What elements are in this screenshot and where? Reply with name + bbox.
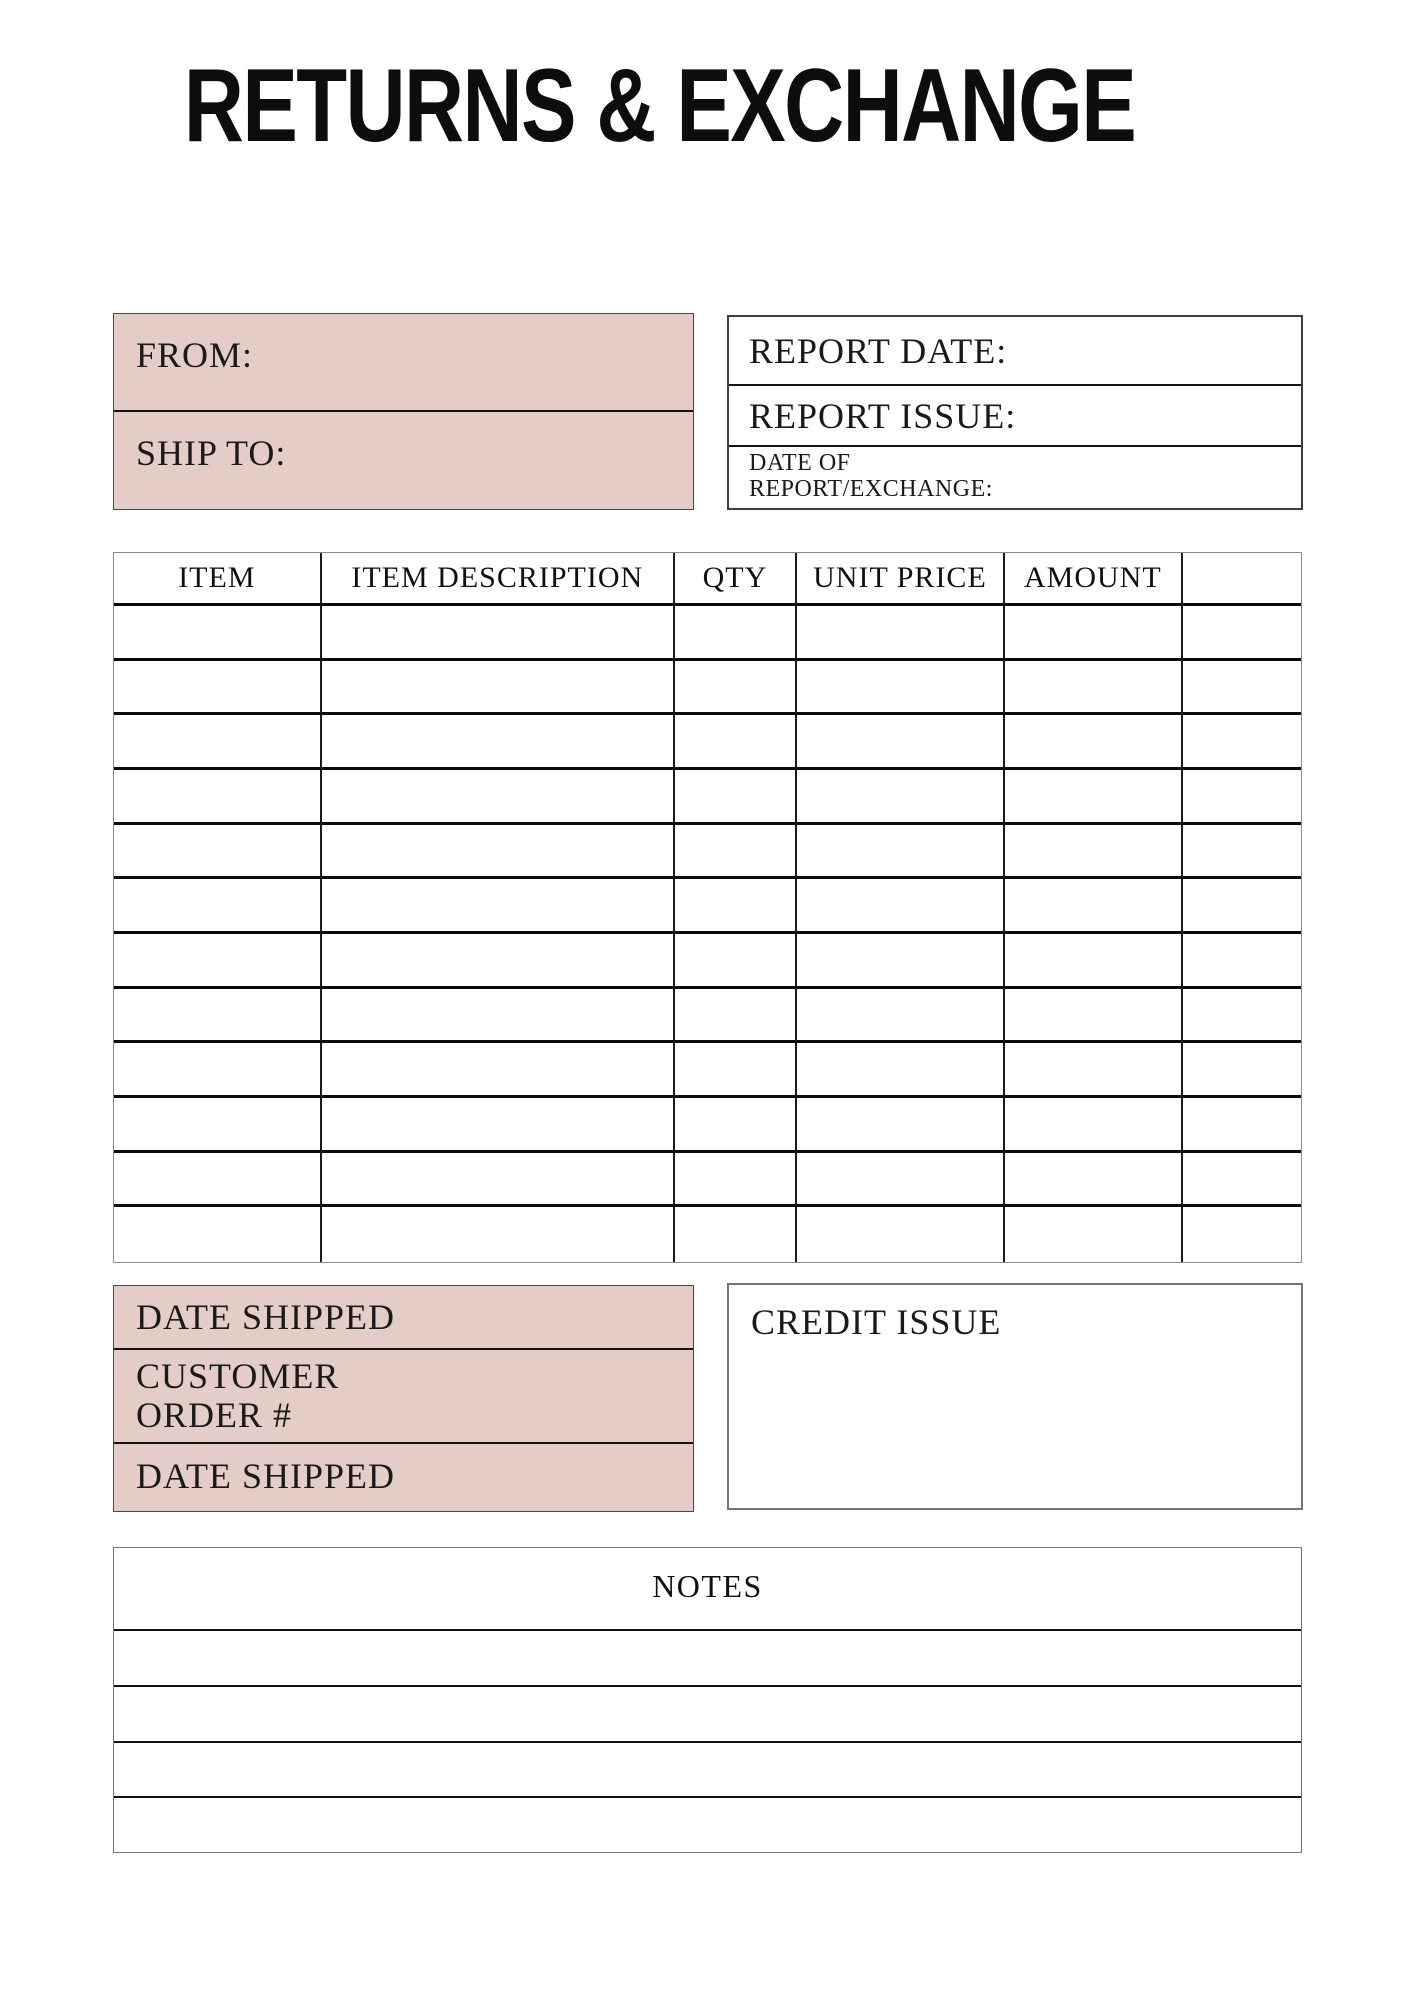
table-cell[interactable]	[675, 715, 797, 770]
report-exchange-date-label: DATE OF REPORT/EXCHANGE:	[749, 450, 993, 502]
table-cell[interactable]	[1183, 1207, 1301, 1262]
table-cell[interactable]	[675, 606, 797, 661]
table-cell[interactable]	[675, 934, 797, 989]
table-cell[interactable]	[322, 770, 675, 825]
column-header-amount: AMOUNT	[1005, 553, 1183, 606]
table-cell[interactable]	[1005, 1098, 1183, 1153]
items-table	[113, 552, 1302, 1263]
notes-box	[113, 1547, 1302, 1853]
table-cell[interactable]	[1005, 606, 1183, 661]
table-cell[interactable]	[1183, 715, 1301, 770]
table-cell[interactable]	[322, 661, 675, 716]
notes-title: NOTES	[652, 1568, 763, 1604]
table-cell[interactable]	[675, 879, 797, 934]
table-cell[interactable]	[1183, 825, 1301, 880]
table-cell[interactable]	[114, 934, 322, 989]
table-cell[interactable]	[675, 1043, 797, 1098]
report-issue-field[interactable]	[729, 386, 1301, 447]
table-cell[interactable]	[797, 989, 1005, 1044]
table-cell[interactable]	[114, 661, 322, 716]
table-cell[interactable]	[1005, 825, 1183, 880]
table-cell[interactable]	[1183, 1153, 1301, 1208]
table-cell[interactable]	[322, 879, 675, 934]
table-cell[interactable]	[1005, 934, 1183, 989]
column-header-qty: QTY	[675, 553, 797, 606]
date-shipped-field[interactable]	[114, 1286, 693, 1350]
notes-line[interactable]	[114, 1685, 1301, 1741]
table-cell[interactable]	[797, 934, 1005, 989]
credit-issue-label: CREDIT ISSUE	[751, 1302, 1002, 1342]
customer-order-label: CUSTOMER ORDER #	[136, 1356, 340, 1435]
table-cell[interactable]	[797, 1153, 1005, 1208]
notes-line[interactable]	[114, 1796, 1301, 1852]
table-cell[interactable]	[114, 1043, 322, 1098]
form-title: RETURNS & EXCHANGE	[183, 48, 1136, 164]
table-cell[interactable]	[1183, 661, 1301, 716]
report-exchange-date-field[interactable]	[729, 447, 1301, 507]
table-cell[interactable]	[114, 879, 322, 934]
ship-to-label: SHIP TO:	[136, 433, 287, 473]
table-cell[interactable]	[1183, 879, 1301, 934]
customer-order-field[interactable]	[114, 1350, 693, 1444]
date-shipped-2-label: DATE SHIPPED	[136, 1456, 396, 1496]
table-cell[interactable]	[114, 825, 322, 880]
notes-line[interactable]	[114, 1629, 1301, 1685]
table-cell[interactable]	[1005, 1207, 1183, 1262]
shipping-box	[113, 313, 694, 510]
table-cell[interactable]	[675, 661, 797, 716]
table-cell[interactable]	[1005, 661, 1183, 716]
table-cell[interactable]	[322, 1207, 675, 1262]
table-cell[interactable]	[322, 825, 675, 880]
table-cell[interactable]	[1183, 606, 1301, 661]
report-issue-label: REPORT ISSUE:	[749, 395, 1017, 436]
table-cell[interactable]	[797, 715, 1005, 770]
table-cell[interactable]	[1183, 1043, 1301, 1098]
table-cell[interactable]	[322, 989, 675, 1044]
table-cell[interactable]	[322, 934, 675, 989]
table-cell[interactable]	[114, 770, 322, 825]
table-cell[interactable]	[675, 1153, 797, 1208]
table-cell[interactable]	[797, 661, 1005, 716]
table-cell[interactable]	[675, 825, 797, 880]
table-cell[interactable]	[322, 1098, 675, 1153]
column-header-unit-price: UNIT PRICE	[797, 553, 1005, 606]
table-cell[interactable]	[114, 1207, 322, 1262]
table-cell[interactable]	[797, 770, 1005, 825]
table-cell[interactable]	[675, 1098, 797, 1153]
column-header-item-description: ITEM DESCRIPTION	[322, 553, 675, 606]
date-shipped-label: DATE SHIPPED	[136, 1297, 396, 1337]
credit-issue-field[interactable]	[727, 1283, 1303, 1510]
report-date-field[interactable]	[729, 317, 1301, 386]
table-cell[interactable]	[114, 715, 322, 770]
report-box	[727, 315, 1303, 510]
table-cell[interactable]	[1005, 715, 1183, 770]
table-cell[interactable]	[1183, 770, 1301, 825]
table-cell[interactable]	[1183, 934, 1301, 989]
table-cell[interactable]	[1005, 989, 1183, 1044]
from-field[interactable]	[114, 314, 693, 412]
table-cell[interactable]	[322, 1043, 675, 1098]
table-cell[interactable]	[114, 989, 322, 1044]
table-cell[interactable]	[797, 1043, 1005, 1098]
table-cell[interactable]	[322, 715, 675, 770]
report-date-label: REPORT DATE:	[749, 330, 1008, 371]
table-cell[interactable]	[675, 1207, 797, 1262]
column-header-blank	[1183, 553, 1301, 606]
table-cell[interactable]	[1183, 1098, 1301, 1153]
from-label: FROM:	[136, 335, 254, 375]
table-cell[interactable]	[797, 606, 1005, 661]
table-cell[interactable]	[1005, 770, 1183, 825]
table-cell[interactable]	[114, 1098, 322, 1153]
table-cell[interactable]	[322, 1153, 675, 1208]
fulfillment-box	[113, 1285, 694, 1512]
table-cell[interactable]	[797, 825, 1005, 880]
column-header-item: ITEM	[114, 553, 322, 606]
date-shipped-2-field[interactable]	[114, 1444, 693, 1508]
table-cell[interactable]	[1005, 1043, 1183, 1098]
notes-line[interactable]	[114, 1741, 1301, 1797]
table-cell[interactable]	[114, 606, 322, 661]
table-cell[interactable]	[797, 879, 1005, 934]
table-cell[interactable]	[675, 989, 797, 1044]
table-cell[interactable]	[797, 1207, 1005, 1262]
table-cell[interactable]	[1005, 879, 1183, 934]
table-cell[interactable]	[1183, 989, 1301, 1044]
table-cell[interactable]	[1005, 1153, 1183, 1208]
table-cell[interactable]	[114, 1153, 322, 1208]
ship-to-field[interactable]	[114, 412, 693, 474]
table-cell[interactable]	[797, 1098, 1005, 1153]
table-cell[interactable]	[675, 770, 797, 825]
table-cell[interactable]	[322, 606, 675, 661]
